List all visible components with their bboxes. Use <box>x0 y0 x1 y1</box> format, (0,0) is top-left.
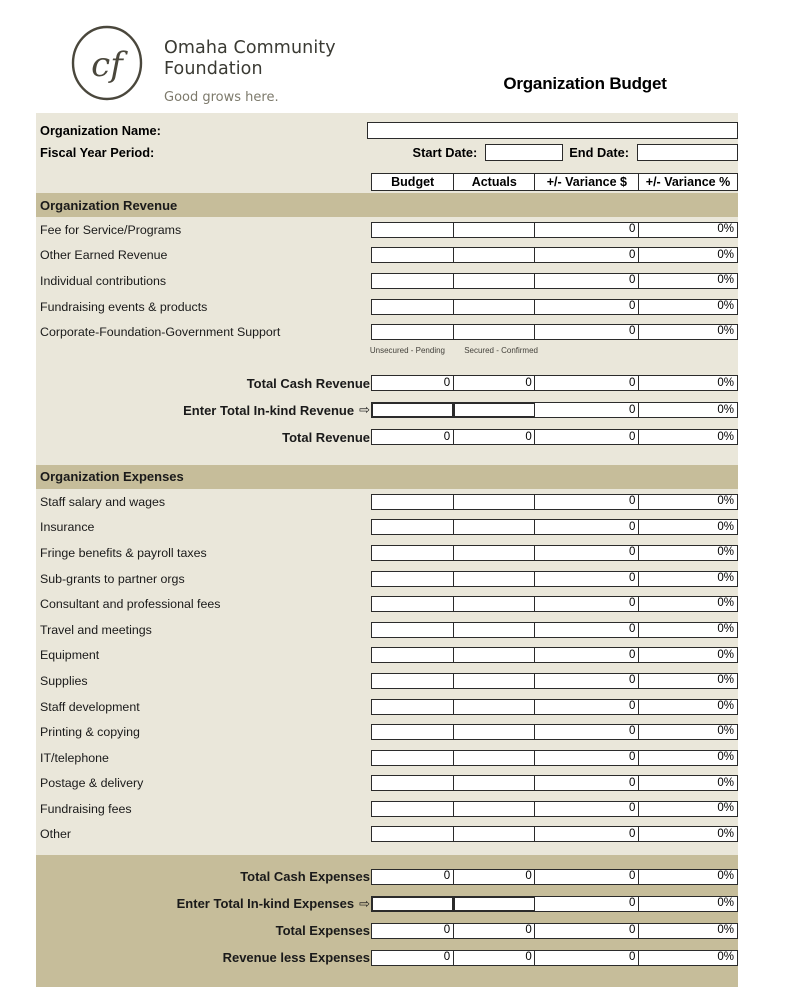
revenue-item-label: Individual contributions <box>40 273 167 288</box>
value-cells <box>371 668 738 694</box>
spacer <box>36 971 738 987</box>
cell-variance-percent: 0% <box>638 222 738 238</box>
cell-actuals[interactable] <box>453 222 536 238</box>
cell-actuals[interactable] <box>453 775 536 791</box>
page-header <box>0 0 790 113</box>
cell-actuals: 0 <box>453 429 536 445</box>
spacer <box>36 163 738 171</box>
revenue-item-label: Fundraising events & products <box>40 299 208 314</box>
cell-actuals[interactable] <box>453 699 536 715</box>
cell-actuals[interactable] <box>453 324 536 340</box>
organization-name-label: Organization Name: <box>40 122 161 138</box>
cell-variance-dollar: 0 <box>534 222 639 238</box>
cell-actuals[interactable] <box>453 622 536 638</box>
subnote-secured-confirmed: Secured - Confirmed <box>464 345 538 355</box>
start-date-input[interactable] <box>485 144 563 161</box>
cell-variance-dollar: 0 <box>534 545 639 561</box>
subnote-unsecured-pending: Unsecured - Pending <box>369 345 445 355</box>
cell-actuals[interactable] <box>453 673 536 689</box>
total-row <box>36 944 738 971</box>
value-cells <box>371 944 738 971</box>
value-cells <box>371 617 738 643</box>
table-row <box>36 566 738 592</box>
value-cells <box>371 294 738 320</box>
value-cells <box>371 515 738 541</box>
cell-variance-percent: 0% <box>638 750 738 766</box>
expense-item-label: Equipment <box>40 648 100 663</box>
cell-budget[interactable] <box>371 622 454 638</box>
revenue-totals <box>36 370 738 451</box>
cell-variance-dollar: 0 <box>534 375 639 391</box>
cell-variance-dollar: 0 <box>534 775 639 791</box>
cell-variance-dollar: 0 <box>534 724 639 740</box>
revenue-rows <box>36 217 738 345</box>
column-header-variance-percent: +/- Variance % <box>638 173 738 191</box>
column-header-variance-dollar: +/- Variance $ <box>534 173 639 191</box>
revenue-item-label: Fee for Service/Programs <box>40 222 182 237</box>
value-cells <box>371 822 738 848</box>
cell-variance-dollar: 0 <box>534 429 639 445</box>
cell-actuals[interactable] <box>453 299 536 315</box>
revenue-item-label: Corporate-Foundation-Government Support <box>40 325 281 340</box>
cell-variance-percent: 0% <box>638 375 738 391</box>
cell-variance-percent: 0% <box>638 299 738 315</box>
cell-budget[interactable] <box>371 247 454 263</box>
table-row <box>36 617 738 643</box>
cell-actuals: 0 <box>453 950 536 966</box>
table-row <box>36 694 738 720</box>
cell-actuals[interactable] <box>453 273 536 289</box>
cell-budget[interactable] <box>371 647 454 663</box>
revenue-total-label: Total Cash Revenue <box>246 375 370 391</box>
cell-variance-dollar: 0 <box>534 494 639 510</box>
fiscal-year-row <box>36 141 738 163</box>
cell-budget[interactable] <box>371 324 454 340</box>
table-row <box>36 771 738 797</box>
table-row <box>36 822 738 848</box>
expense-item-label: Fundraising fees <box>40 801 132 816</box>
org-name-line-1: Omaha Community <box>164 38 336 58</box>
table-row <box>36 268 738 294</box>
page-title: Organization Budget <box>503 74 667 93</box>
expense-total-label: Total Expenses <box>275 923 370 939</box>
value-cells <box>371 566 738 592</box>
column-header-actuals: Actuals <box>453 173 536 191</box>
logo-wordmark <box>164 24 336 105</box>
cell-budget[interactable] <box>371 402 454 418</box>
start-date-label: Start Date: <box>412 144 478 160</box>
cell-variance-percent: 0% <box>638 571 738 587</box>
column-header-row <box>36 171 738 193</box>
cell-actuals[interactable] <box>453 647 536 663</box>
value-cells <box>371 863 738 890</box>
table-row <box>36 745 738 771</box>
cell-actuals[interactable] <box>453 896 536 912</box>
end-date-label: End Date: <box>569 144 629 160</box>
cell-variance-percent: 0% <box>638 673 738 689</box>
value-cells <box>371 319 738 345</box>
value-cells <box>371 694 738 720</box>
cell-budget[interactable] <box>371 545 454 561</box>
expense-item-label: Printing & copying <box>40 725 140 740</box>
section-header-expenses: Organization Expenses <box>36 465 738 489</box>
fiscal-year-label: Fiscal Year Period: <box>40 144 155 160</box>
cell-actuals[interactable] <box>453 801 536 817</box>
expense-item-label: Sub-grants to partner orgs <box>40 571 185 586</box>
cell-budget[interactable] <box>371 596 454 612</box>
cell-budget[interactable] <box>371 896 454 912</box>
value-cells <box>371 370 738 397</box>
cell-actuals[interactable] <box>453 750 536 766</box>
cell-variance-dollar: 0 <box>534 896 639 912</box>
expense-item-label: Consultant and professional fees <box>40 597 221 612</box>
revenue-total-label: Enter Total In-kind Revenue ⇨ <box>183 402 370 418</box>
cell-variance-dollar: 0 <box>534 519 639 535</box>
cell-variance-dollar: 0 <box>534 247 639 263</box>
cell-variance-percent: 0% <box>638 950 738 966</box>
expense-item-label: IT/telephone <box>40 750 109 765</box>
value-cells <box>371 796 738 822</box>
total-row <box>36 424 738 451</box>
table-row <box>36 540 738 566</box>
table-row <box>36 643 738 669</box>
org-name-line-2: Foundation <box>164 59 263 79</box>
expense-item-label: Postage & delivery <box>40 776 144 791</box>
logo-tagline: Good grows here. <box>164 90 279 105</box>
table-row <box>36 719 738 745</box>
organization-name-input[interactable] <box>367 122 738 139</box>
cell-variance-percent: 0% <box>638 869 738 885</box>
table-row <box>36 515 738 541</box>
cell-variance-percent: 0% <box>638 826 738 842</box>
value-cells <box>371 771 738 797</box>
expense-item-label: Staff development <box>40 699 140 714</box>
table-row <box>36 319 738 345</box>
cell-actuals[interactable] <box>453 545 536 561</box>
value-cells <box>371 540 738 566</box>
spacer <box>36 855 738 863</box>
sheet-info-block <box>36 113 738 193</box>
column-header-cells <box>371 171 738 193</box>
cell-budget[interactable] <box>371 750 454 766</box>
expense-total-label: Total Cash Expenses <box>240 869 370 885</box>
total-row <box>36 890 738 917</box>
cell-variance-percent: 0% <box>638 724 738 740</box>
cell-variance-percent: 0% <box>638 622 738 638</box>
cell-budget[interactable] <box>371 571 454 587</box>
cell-budget: 0 <box>371 375 454 391</box>
value-cells <box>371 424 738 451</box>
cell-budget: 0 <box>371 429 454 445</box>
cell-variance-percent: 0% <box>638 647 738 663</box>
table-row <box>36 591 738 617</box>
cell-budget[interactable] <box>371 222 454 238</box>
cell-budget[interactable] <box>371 826 454 842</box>
cell-budget: 0 <box>371 923 454 939</box>
cell-budget: 0 <box>371 869 454 885</box>
value-cells <box>371 745 738 771</box>
value-cells <box>371 917 738 944</box>
cell-budget: 0 <box>371 950 454 966</box>
cell-variance-percent: 0% <box>638 801 738 817</box>
section-header-revenue: Organization Revenue <box>36 193 738 217</box>
cell-budget[interactable] <box>371 724 454 740</box>
cell-variance-percent: 0% <box>638 519 738 535</box>
cell-budget[interactable] <box>371 673 454 689</box>
spacer <box>36 451 738 465</box>
value-cells <box>371 243 738 269</box>
cell-budget[interactable] <box>371 519 454 535</box>
cell-variance-dollar: 0 <box>534 801 639 817</box>
svg-text:cf: cf <box>91 45 123 85</box>
expense-rows <box>36 489 738 847</box>
cell-budget[interactable] <box>371 494 454 510</box>
cf-monogram-circle-icon <box>68 24 146 102</box>
cell-variance-dollar: 0 <box>534 596 639 612</box>
cell-variance-dollar: 0 <box>534 923 639 939</box>
total-row <box>36 917 738 944</box>
value-cells <box>371 890 738 917</box>
end-date-input[interactable] <box>637 144 738 161</box>
column-header-budget: Budget <box>371 173 454 191</box>
cell-variance-dollar: 0 <box>534 750 639 766</box>
table-row <box>36 217 738 243</box>
cell-actuals[interactable] <box>453 724 536 740</box>
value-cells <box>371 719 738 745</box>
cell-variance-dollar: 0 <box>534 699 639 715</box>
expense-totals <box>36 863 738 971</box>
value-cells <box>371 268 738 294</box>
organization-name-row <box>36 119 738 141</box>
expense-item-label: Fringe benefits & payroll taxes <box>40 545 207 560</box>
cell-variance-dollar: 0 <box>534 826 639 842</box>
cell-budget[interactable] <box>371 699 454 715</box>
cell-actuals[interactable] <box>453 826 536 842</box>
cell-variance-percent: 0% <box>638 545 738 561</box>
cell-variance-percent: 0% <box>638 923 738 939</box>
cell-variance-dollar: 0 <box>534 869 639 885</box>
expense-item-label: Insurance <box>40 520 95 535</box>
expense-item-label: Staff salary and wages <box>40 494 166 509</box>
organization-logo <box>68 24 336 105</box>
total-row <box>36 370 738 397</box>
cell-budget[interactable] <box>371 775 454 791</box>
cell-actuals[interactable] <box>453 519 536 535</box>
value-cells <box>371 643 738 669</box>
cell-budget[interactable] <box>371 273 454 289</box>
cell-actuals[interactable] <box>453 596 536 612</box>
cell-variance-percent: 0% <box>638 896 738 912</box>
cell-actuals[interactable] <box>453 494 536 510</box>
table-row <box>36 796 738 822</box>
expense-total-label: Revenue less Expenses <box>222 950 370 966</box>
cell-variance-dollar: 0 <box>534 622 639 638</box>
cell-budget[interactable] <box>371 299 454 315</box>
cell-variance-percent: 0% <box>638 324 738 340</box>
right-arrow-icon: ⇨ <box>359 402 370 418</box>
table-row <box>36 294 738 320</box>
value-cells <box>371 397 738 424</box>
cell-variance-percent: 0% <box>638 494 738 510</box>
revenue-total-label: Total Revenue <box>282 429 370 445</box>
cell-variance-percent: 0% <box>638 273 738 289</box>
cell-actuals[interactable] <box>453 247 536 263</box>
budget-sheet <box>36 113 738 987</box>
cell-variance-percent: 0% <box>638 775 738 791</box>
date-group <box>413 141 738 163</box>
expense-item-label: Other <box>40 827 71 842</box>
cell-variance-percent: 0% <box>638 596 738 612</box>
value-cells <box>371 217 738 243</box>
spacer <box>36 360 738 370</box>
expense-item-label: Travel and meetings <box>40 622 152 637</box>
cell-variance-dollar: 0 <box>534 950 639 966</box>
cell-actuals[interactable] <box>453 402 536 418</box>
cell-variance-dollar: 0 <box>534 299 639 315</box>
cell-variance-dollar: 0 <box>534 402 639 418</box>
cell-actuals: 0 <box>453 923 536 939</box>
spacer <box>36 847 738 855</box>
value-cells <box>371 489 738 515</box>
cell-variance-percent: 0% <box>638 402 738 418</box>
table-row <box>36 489 738 515</box>
cell-variance-dollar: 0 <box>534 647 639 663</box>
cell-variance-dollar: 0 <box>534 673 639 689</box>
cell-variance-dollar: 0 <box>534 324 639 340</box>
revenue-subnote-row <box>36 345 738 360</box>
cell-actuals: 0 <box>453 869 536 885</box>
revenue-item-label: Other Earned Revenue <box>40 248 168 263</box>
expense-total-label: Enter Total In-kind Expenses ⇨ <box>176 895 370 912</box>
cell-variance-dollar: 0 <box>534 273 639 289</box>
cell-budget[interactable] <box>371 801 454 817</box>
right-arrow-icon: ⇨ <box>359 895 370 911</box>
table-row <box>36 668 738 694</box>
cell-variance-percent: 0% <box>638 429 738 445</box>
value-cells <box>371 591 738 617</box>
cell-variance-percent: 0% <box>638 247 738 263</box>
cell-variance-dollar: 0 <box>534 571 639 587</box>
expense-item-label: Supplies <box>40 673 88 688</box>
table-row <box>36 243 738 269</box>
cell-actuals: 0 <box>453 375 536 391</box>
total-row <box>36 863 738 890</box>
total-row <box>36 397 738 424</box>
cell-actuals[interactable] <box>453 571 536 587</box>
cell-variance-percent: 0% <box>638 699 738 715</box>
